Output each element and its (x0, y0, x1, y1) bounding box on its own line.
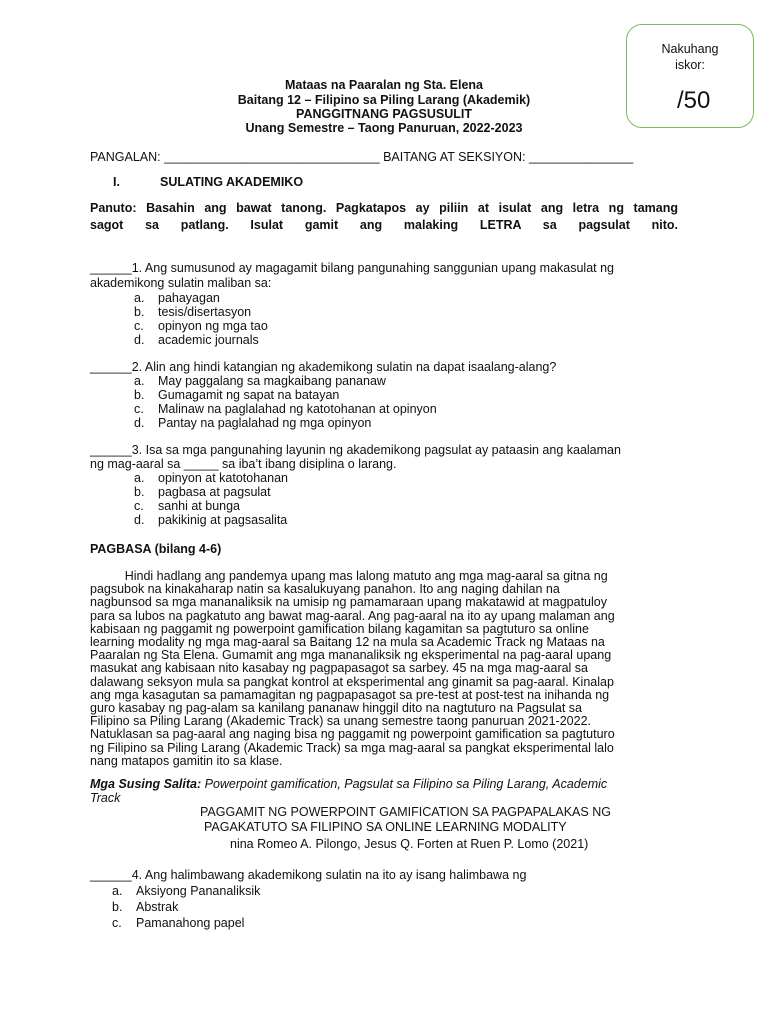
question-2: ______2. Alin ang hindi katangian ng akademikong sulatin na dapat isaalang-alang? (90, 360, 557, 374)
instructions-line1: Panuto: Basahin ang bawat tanong. Pagkatapos ay piliin at isulat ang letra ng tamang (90, 201, 678, 215)
article-title-line2: PAGAKATUTO SA FILIPINO SA ONLINE LEARNING MODALITY (204, 820, 567, 834)
passage-line: guro kasabay ng pag-alam sa kanilang pananaw hinggil dito na nagtuturo na Pagsulat sa (90, 701, 583, 716)
passage-line: dalawang seksyon mula sa pangkat kontrol at eksperimental ang ginamit sa pag-aaral. Kinalap (90, 674, 614, 689)
choice-2b[interactable]: b. Gumagamit ng sapat na batayan (134, 388, 340, 402)
passage-line: masukat ang kabisaan nito kasabay ng pagpapasagot sa sarbey. 45 na mga mag-aaral sa (90, 661, 589, 676)
question-3: ______3. Isa sa mga pangunahing layunin ng akademikong pagsulat ay pataasin ang kaalaman (90, 443, 621, 457)
question-1-line2: akademikong sulatin maliban sa: (90, 276, 272, 290)
choice-4c[interactable]: c. Pamanahong papel (112, 916, 245, 930)
article-title-line1: PAGGAMIT NG POWERPOINT GAMIFICATION SA PAGPAPALAKAS NG (200, 805, 611, 819)
passage-line: pagsubok na kinakaharap natin sa kasalukuyang panahon. Ito ang naging dahilan na (90, 582, 560, 597)
passage-line: kabisaan ng paggamit ng powerpoint gamification bilang kagamitan sa pagtuturo sa online (90, 621, 589, 636)
passage-line: Natuklasan sa pag-aaral ang naging bisa ng paggamit ng powerpoint gamification sa pagtuturo (90, 727, 615, 742)
choice-1a[interactable]: a. pahayagan (134, 291, 220, 305)
passage-line: nang matapos gamitin ito sa klase. (90, 753, 283, 768)
passage-line: Hindi hadlang ang pandemya upang mas lalong matuto ang mga mag-aaral sa gitna ng (90, 569, 608, 583)
choice-3a[interactable]: a. opinyon at katotohanan (134, 471, 288, 485)
question-4: ______4. Ang halimbawang akademikong sulatin na ito ay isang halimbawa ng (90, 868, 527, 882)
score-total: /50 (677, 87, 711, 114)
choice-2d[interactable]: d. Pantay na paglalahad ng mga opinyon (134, 416, 372, 430)
grade-subject: Baitang 12 – Filipino sa Piling Larang (Akademik) (237, 93, 531, 107)
passage-line: nagbunsod sa mga mananaliksik na umisip ng pamamaraan upang makatawid at magpatuloy (90, 595, 607, 610)
choice-4a[interactable]: a. Aksiyong Pananaliksik (112, 884, 261, 898)
choice-2c[interactable]: c. Malinaw na paglalahad ng katotohanan at opinyon (134, 402, 437, 416)
passage-line: para sa lubos na pagkatuto ang bawat mag-aaral. Ang pag-aaral na ito ay upang malaman ang (90, 608, 615, 623)
choice-3d[interactable]: d. pakikinig at pagsasalita (134, 513, 288, 527)
instructions-line2: sagot sa patlang. Isulat gamit ang malaking LETRA sa pagsulat nito. (90, 218, 678, 232)
choice-1b[interactable]: b. tesis/disertasyon (134, 305, 252, 319)
score-label-line2: iskor: (675, 58, 705, 72)
keywords-text: Powerpoint gamification, Pagsulat sa Filipino sa Piling Larang, Academic (201, 777, 608, 791)
choice-1d[interactable]: d. academic journals (134, 333, 259, 347)
score-label (627, 41, 753, 73)
question-1: ______1. Ang sumusunod ay magagamit bilang pangunahing sanggunian upang makasulat ng (90, 261, 615, 275)
question-3-line2: ng mag-aaral sa _____ sa iba’t ibang disiplina o larang. (90, 457, 397, 471)
exam-title: PANGGITNANG PAGSUSULIT (296, 107, 472, 121)
passage-line: ang mga kasagutan sa pamamagitan ng pagpapasagot sa pre-test at post-test na inihanda ng (90, 687, 610, 702)
passage-line: ng Filipino sa Piling Larang (Akademic Track) sa mga mag-aaral sa pangkat eksperimental lalo (90, 740, 614, 755)
reading-passage (90, 570, 678, 768)
choice-3b[interactable]: b. pagbasa at pagsulat (134, 485, 271, 499)
section-number: I. (113, 175, 120, 189)
article-authors: nina Romeo A. Pilongo, Jesus Q. Forten at Ruen P. Lomo (2021) (230, 837, 589, 851)
passage-line: Paaralan ng Sta Elena. Gumamit ang mga mananaliksik ng eksperimental na pag-aaral upang (90, 648, 612, 663)
choice-1c[interactable]: c. opinyon ng mga tao (134, 319, 268, 333)
keywords-label: Mga Susing Salita: (90, 777, 202, 791)
choice-2a[interactable]: a. May paggalang sa magkaibang pananaw (134, 374, 386, 388)
name-section-field[interactable]: PANGALAN: _______________________________ BAITANG AT SEKSIYON: _______________ (90, 150, 634, 164)
keywords-text-cont: Track (90, 791, 121, 805)
semester-year: Unang Semestre – Taong Panuruan, 2022-2023 (245, 121, 523, 135)
score-label-line1: Nakuhang (661, 42, 719, 56)
passage-line: learning modality ng mga mag-aaral sa Baitang 12 na mula sa Academic Track ng Mataas na (90, 635, 605, 650)
reading-title: PAGBASA (bilang 4-6) (90, 542, 222, 556)
school-name: Mataas na Paaralan ng Sta. Elena (285, 78, 483, 92)
keywords (90, 777, 607, 791)
section-title: SULATING AKADEMIKO (160, 175, 304, 189)
choice-4b[interactable]: b. Abstrak (112, 900, 179, 914)
choice-3c[interactable]: c. sanhi at bunga (134, 499, 241, 513)
passage-line: Filipino sa Piling Larang (Akademic Track) sa unang semestre taong panuruan 2021-2022. (90, 714, 591, 729)
